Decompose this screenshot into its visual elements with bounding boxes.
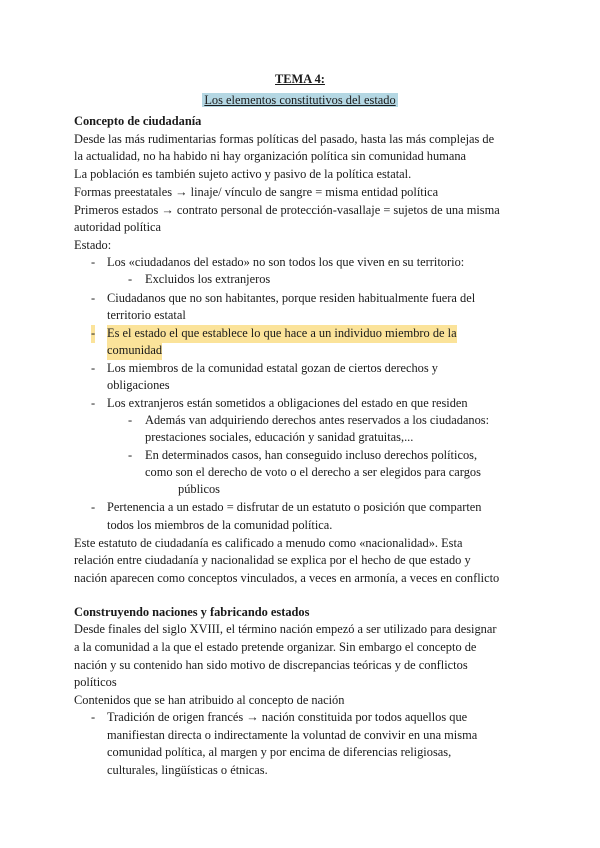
paragraph-line: relación entre ciudadanía y nacionalidad se explica por el hecho de que estado y [74,553,471,567]
list-item: Pertenencia a un estado = disfrutar de un estatuto o posición que comparten [107,500,482,514]
list-dash: - [91,255,96,269]
paragraph-line: Estado: [74,238,112,252]
list-item: Los miembros de la comunidad estatal gozan de ciertos derechos y [107,361,438,375]
paragraph-line: a la comunidad a la que el estado pretende organizar. Sin embargo el concepto de [74,640,477,654]
list-item: culturales, lingüísticas o étnicas. [107,763,268,777]
list-item: obligaciones [107,378,170,392]
list-dash: - [91,325,95,343]
list-dash: - [128,448,133,462]
list-item: manifiestan directa o indirectamente la voluntad de convivir en una misma [107,728,478,742]
section-heading-naciones: Construyendo naciones y fabricando estados [74,605,310,619]
paragraph-line: políticos [74,675,117,689]
list-dash: - [128,413,133,427]
highlighted-list-item: comunidad [107,342,162,360]
paragraph-line: nación aparecen como conceptos vinculados, a veces en armonía, a veces en conflicto [74,571,500,585]
list-item: Excluidos los extranjeros [145,272,271,286]
list-dash: - [91,396,96,410]
list-item: todos los miembros de la comunidad política. [107,518,333,532]
paragraph-line: autoridad política [74,220,162,234]
list-item: Los «ciudadanos del estado» no son todos los que viven en su territorio: [107,255,465,269]
paragraph-line: Este estatuto de ciudadanía es calificado a menudo como «nacionalidad». Esta [74,536,463,550]
list-item: como son el derecho de voto o el derecho a ser elegidos para cargos [145,465,481,479]
list-item: Tradición de origen francés → nación constituida por todos aquellos que [107,710,468,724]
highlighted-list-item: Es el estado el que establece lo que hace a un individuo miembro de la [107,325,457,343]
list-item: Ciudadanos que no son habitantes, porque residen habitualmente fuera del [107,291,476,305]
page-subtitle-wrap [0,92,600,110]
list-item: públicos [178,482,220,496]
list-dash: - [128,272,133,286]
list-dash: - [91,361,96,375]
paragraph-line: Formas preestatales → linaje/ vínculo de sangre = misma entidad política [74,185,439,199]
list-item: prestaciones sociales, educación y sanidad gratuitas,... [145,430,414,444]
list-item: En determinados casos, han conseguido incluso derechos políticos, [145,448,478,462]
list-item: comunidad política, al margen y por encima de diferencias religiosas, [107,745,452,759]
page-title: TEMA 4: [275,72,325,86]
list-item: Además van adquiriendo derechos antes reservados a los ciudadanos: [145,413,490,427]
paragraph-line: La población es también sujeto activo y pasivo de la política estatal. [74,167,412,181]
list-dash: - [91,291,96,305]
list-dash: - [91,500,96,514]
paragraph-line: Contenidos que se han atribuido al concepto de nación [74,693,345,707]
paragraph-line: Desde finales del siglo XVIII, el término nación empezó a ser utilizado para designar [74,622,497,636]
list-dash: - [91,710,96,724]
paragraph-line: Desde las más rudimentarias formas políticas del pasado, hasta las más complejas de [74,132,495,146]
paragraph-line: nación y su contenido han sido motivo de discrepancias teóricas y de conflictos [74,658,468,672]
list-item: territorio estatal [107,308,186,322]
paragraph-line: Primeros estados → contrato personal de protección-vasallaje = sujetos de una misma [74,203,500,217]
paragraph-line: la actualidad, no ha habido ni hay organización política sin comunidad humana [74,149,467,163]
list-item: Los extranjeros están sometidos a obligaciones del estado en que residen [107,396,468,410]
section-heading-ciudadania: Concepto de ciudadanía [74,114,202,128]
page-subtitle: Los elementos constitutivos del estado [204,93,396,107]
